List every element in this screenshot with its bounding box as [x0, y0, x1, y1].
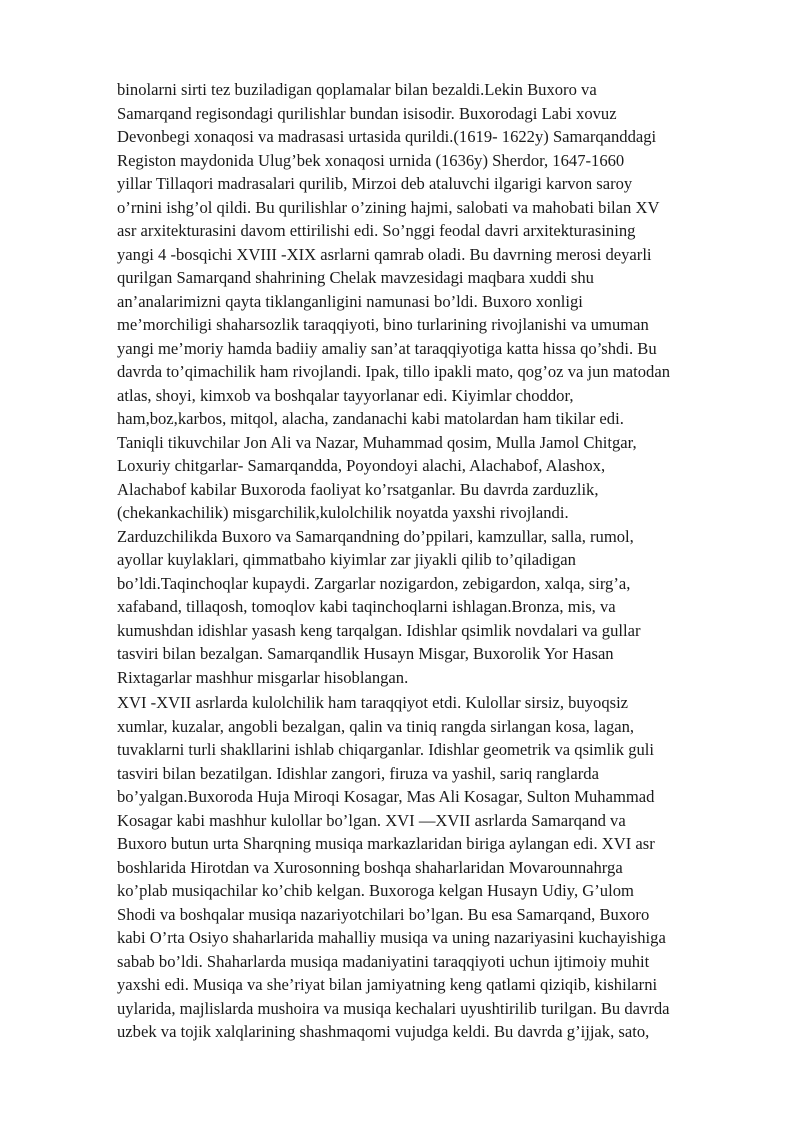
text-line: binolarni sirti tez buziladigan qoplamalar bilan bezaldi.Lekin Buxoro va — [117, 80, 597, 99]
text-line: yaxshi edi. Musiqa va she’riyat bilan jamiyatning keng qatlami qiziqib, kishilarni — [117, 975, 658, 994]
text-line: bo’ldi.Taqinchoqlar kupaydi. Zargarlar nozigardon, zebigardon, xalqa, sirg’a, — [117, 573, 631, 593]
text-line: tuvaklarni turli shakllarini ishlab chiqarganlar. Idishlar geometrik va qsimlik guli — [117, 740, 655, 759]
text-line: boshlarida Hirotdan va Xurosonning boshqa shaharlaridan Movarounnahrga — [117, 857, 623, 877]
text-line: Loxuriy chitgarlar- Samarqandda, Poyondoyi alachi, Alachabof, Alashox, — [117, 456, 606, 475]
text-line: xumlar, kuzalar, angobli bezalgan, qalin va tiniq rangda sirlangan kosa, lagan, — [117, 716, 635, 736]
text-line: kumushdan idishlar yasash keng tarqalgan. Idishlar qsimlik novdalari va gullar — [117, 620, 641, 640]
text-line: bo’yalgan.Buxoroda Huja Miroqi Kosagar, Mas Ali Kosagar, Sulton Muhammad — [117, 787, 655, 806]
paragraph-1 — [117, 78, 747, 689]
text-line: Zarduzchilikda Buxoro va Samarqandning do’ppilari, kamzullar, salla, rumol, — [117, 526, 634, 546]
text-line: uzbek va tojik xalqlarining shashmaqomi vujudga keldi. Bu davrda g’ijjak, sato, — [117, 1022, 650, 1041]
text-line: Samarqand regisondagi qurilishlar bundan isisodir. Buxorodagi Labi xovuz — [117, 103, 617, 123]
text-line: Devonbegi xonaqosi va madrasasi urtasida qurildi.(1619- 1622y) Samarqanddagi — [117, 127, 657, 146]
text-line: yillar Tillaqori madrasalari qurilib, Mirzoi deb ataluvchi ilgarigi karvon saroy — [117, 174, 633, 193]
text-line: XVI -XVII asrlarda kulolchilik ham taraqqiyot etdi. Kulollar sirsiz, buyoqsiz — [117, 693, 629, 712]
text-line: o’rnini ishg’ol qildi. Bu qurilishlar o’zining hajmi, salobati va mahobati bilan XV — [117, 197, 660, 217]
text-line: kabi O’rta Osiyo shaharlarida mahalliy musiqa va uning nazariyasini kuchayishiga — [117, 928, 666, 947]
text-line: an’analarimizni qayta tiklanganligini namunasi bo’ldi. Buxoro xonligi — [117, 291, 583, 311]
text-line: atlas, shoyi, kimxob va boshqalar tayyorlanar edi. Kiyimlar choddor, — [117, 385, 574, 405]
text-line: qurilgan Samarqand shahrining Chelak mavzesidagi maqbara xuddi shu — [117, 268, 594, 287]
text-line: Registon maydonida Ulug’bek xonaqosi urnida (1636y) Sherdor, 1647-1660 — [117, 150, 625, 170]
text-line: Taniqli tikuvchilar Jon Ali va Nazar, Muhammad qosim, Mulla Jamol Chitgar, — [117, 432, 637, 452]
text-line: uylarida, majlislarda mushoira va musiqa kechalari uyushtirilib turilgan. Bu davrda — [117, 998, 670, 1018]
text-line: tasviri bilan bezatilgan. Idishlar zangori, firuza va yashil, sariq ranglarda — [117, 763, 599, 783]
text-line: asr arxitekturasini davom ettirilishi edi. So’nggi feodal davri arxitekturasining — [117, 221, 636, 240]
text-line: sabab bo’ldi. Shaharlarda musiqa madaniyatini taraqqiyoti uchun ijtimoiy muhit — [117, 951, 650, 971]
text-line: Rixtagarlar mashhur misgarlar hisoblangan. — [117, 667, 409, 687]
text-line: ham,boz,karbos, mitqol, alacha, zandanachi kabi matolardan ham tikilar edi. — [117, 409, 624, 428]
text-line: xafaband, tillaqosh, tomoqlov kabi taqinchoqlarni ishlagan.Bronza, mis, va — [117, 597, 616, 616]
text-line: Buxoro butun urta Sharqning musiqa markazlaridan biriga aylangan edi. XVI asr — [117, 834, 655, 853]
text-line: davrda to’qimachilik ham rivojlandi. Ipak, tillo ipakli mato, qog’oz va jun matodan — [117, 362, 670, 381]
text-line: yangi 4 -bosqichi XVIII -XIX asrlarni qamrab oladi. Bu davrning merosi deyarli — [117, 244, 652, 264]
text-line: yangi me’moriy hamda badiiy amaliy san’at taraqqiyotiga katta hissa qo’shdi. Bu — [117, 338, 657, 358]
text-line: ayollar kuylaklari, qimmatbaho kiyimlar zar jiyakli qilib to’qiladigan — [117, 550, 576, 569]
text-line: Alachabof kabilar Buxoroda faoliyat ko’rsatganlar. Bu davrda zarduzlik, — [117, 479, 599, 499]
text-line: Kosagar kabi mashhur kulollar bo’lgan. XVI —XVII asrlarda Samarqand va — [117, 810, 626, 830]
text-line: ko’plab musiqachilar ko’chib kelgan. Buxoroga kelgan Husayn Udiy, G’ulom — [117, 881, 634, 900]
text-line: (chekankachilik) misgarchilik,kulolchilik noyatda yaxshi rivojlandi. — [117, 503, 569, 522]
text-line: me’morchiligi shaharsozlik taraqqiyoti, bino turlarining rivojlanishi va umuman — [117, 315, 649, 334]
text-line: tasviri bilan bezalgan. Samarqandlik Husayn Misgar, Buxorolik Yor Hasan — [117, 644, 614, 663]
paragraph-2 — [117, 691, 747, 1044]
text-line: Shodi va boshqalar musiqa nazariyotchilari bo’lgan. Bu esa Samarqand, Buxoro — [117, 904, 650, 924]
